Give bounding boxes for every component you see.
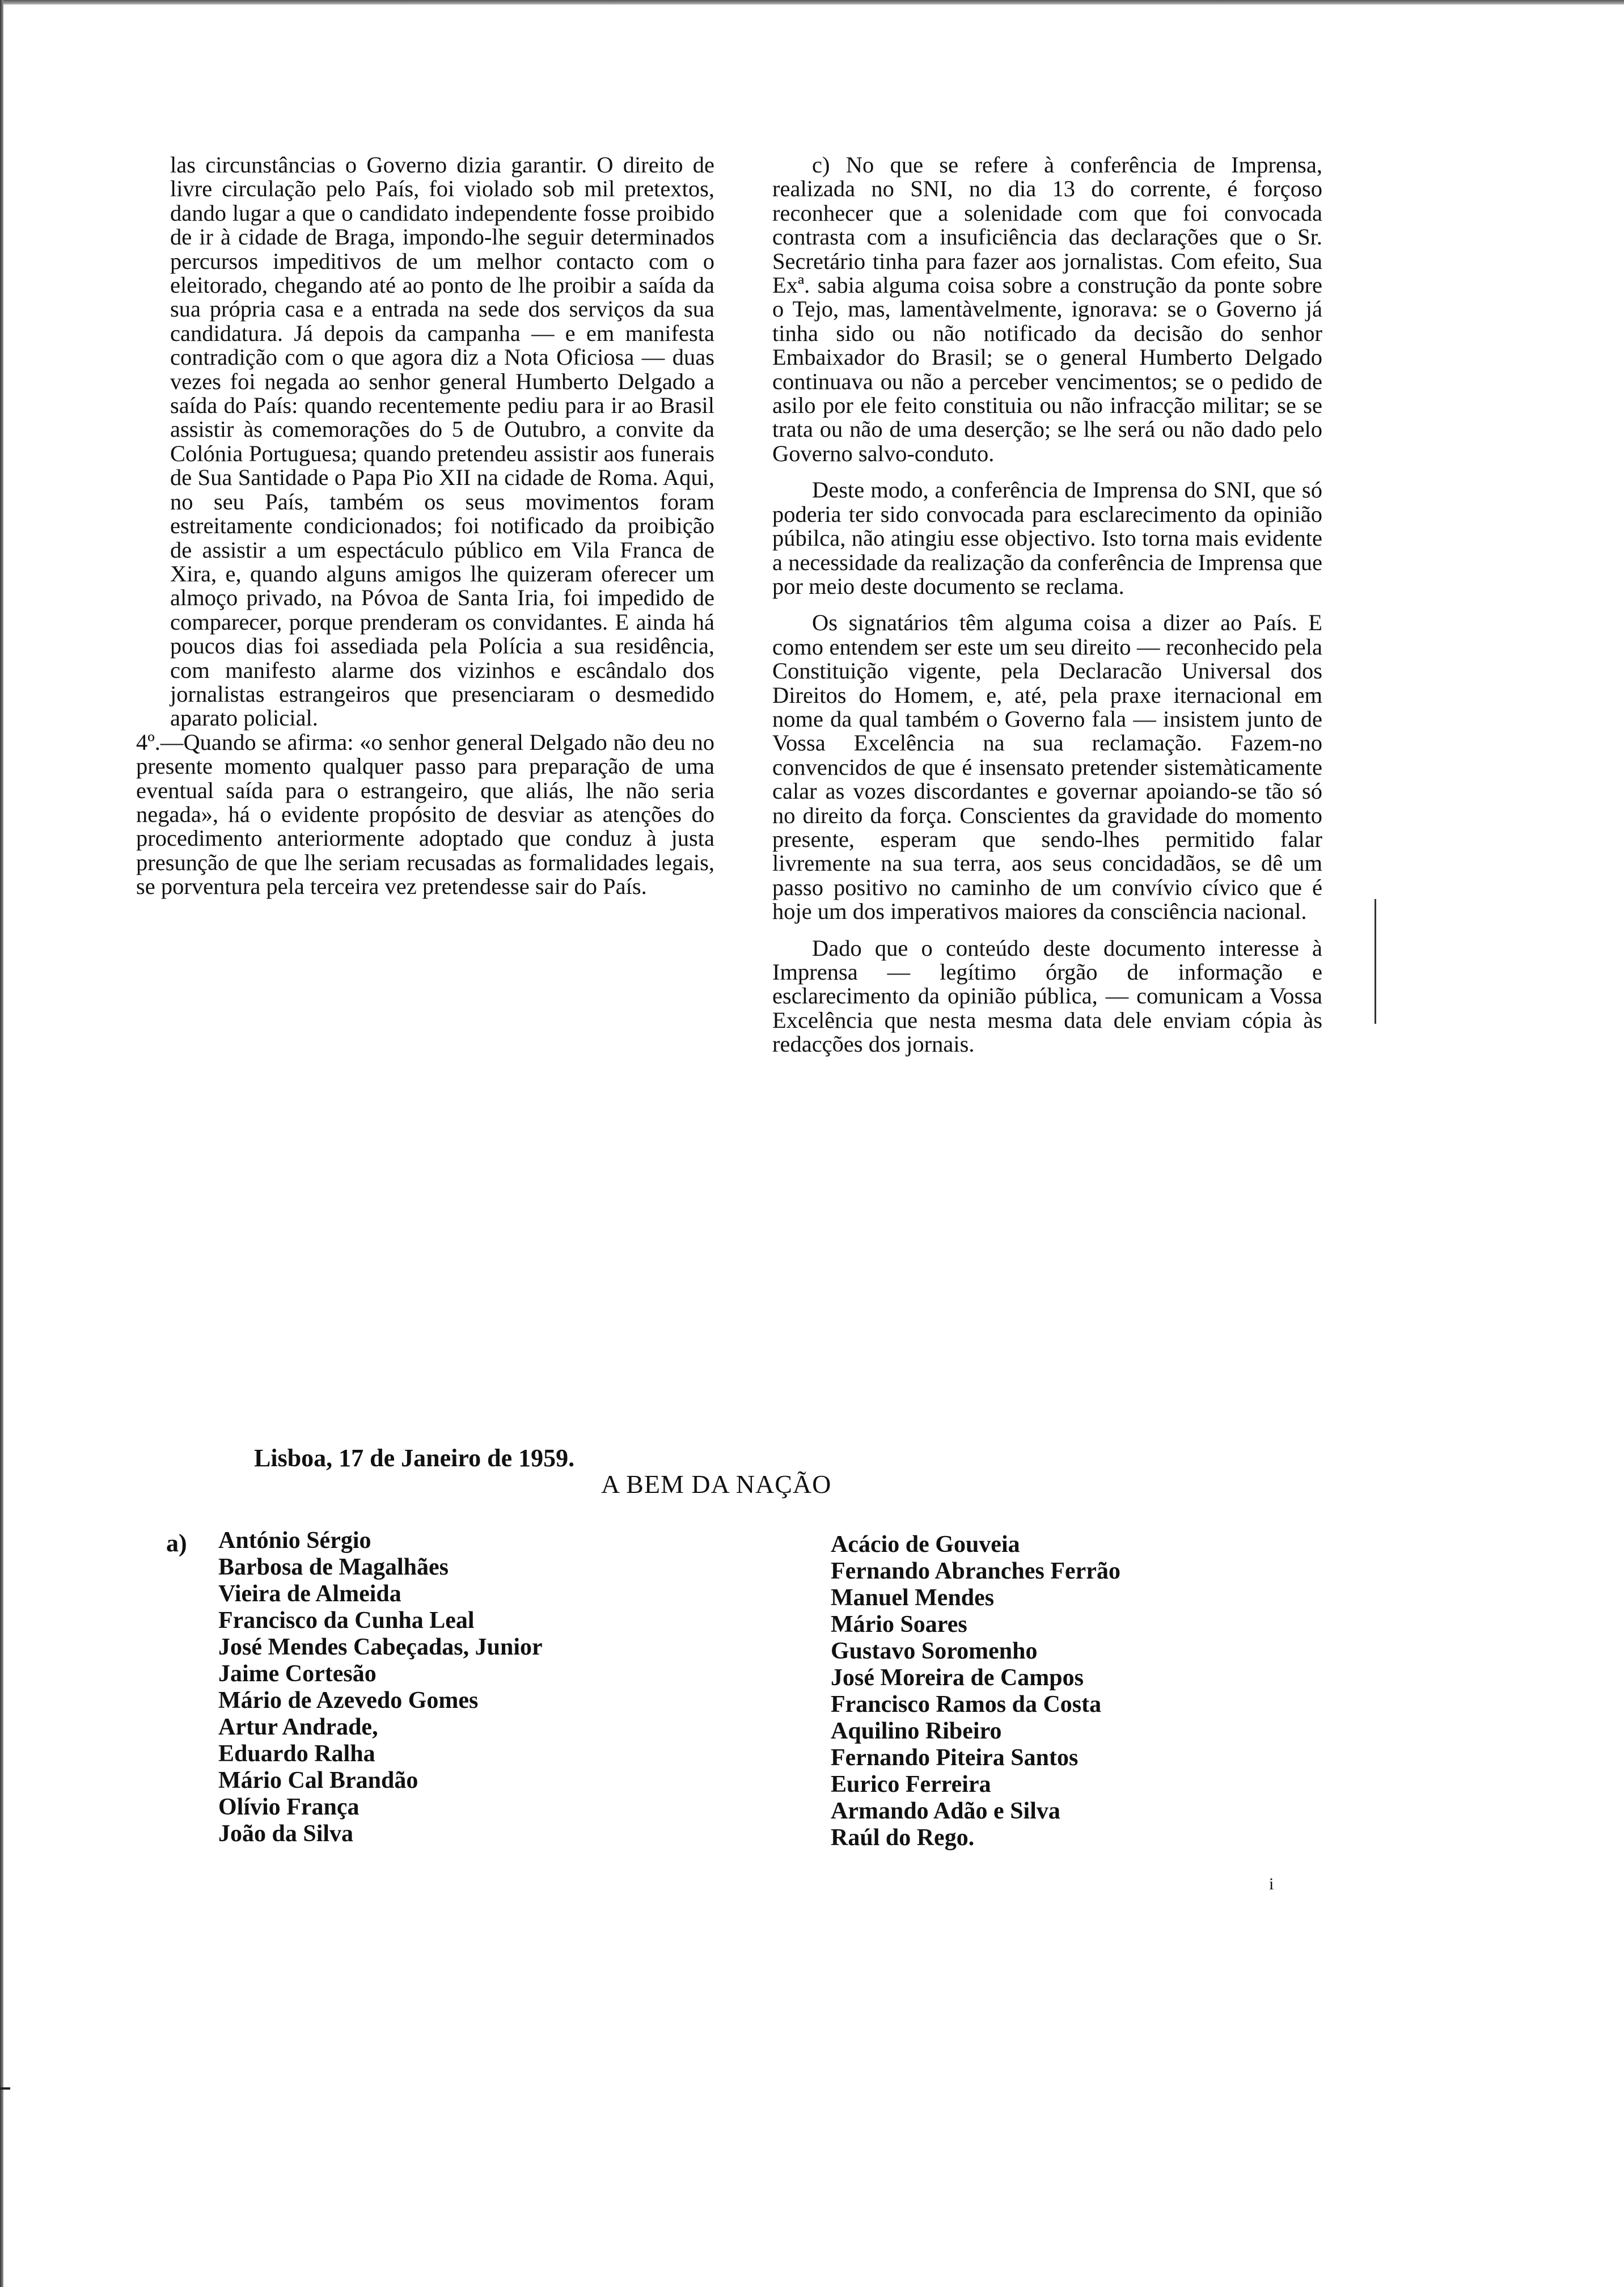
edge-tick-mark (0, 2087, 10, 2090)
signature: Francisco Ramos da Costa (831, 1691, 1102, 1718)
signature: Armando Adão e Silva (831, 1798, 1060, 1824)
right-paragraph-2: Deste modo, a conferência de Imprensa do SNI, que só poderia ter sido convocada para esclarecimento da opinião púbilca, não atingiu esse objectivo. Isto torna mais evidente a necessidade da realização da conferência de Imprensa que por meio deste documento se reclama. (772, 477, 1322, 599)
signatures-right-list (831, 1531, 1120, 1851)
signature: Fernando Abranches Ferrão (831, 1558, 1120, 1584)
signatures-left-list (218, 1528, 543, 1847)
signature: Barbosa de Magalhães (218, 1554, 449, 1580)
right-paragraph-4: Dado que o conteúdo deste documento interesse à Imprensa — legítimo órgão de informação e esclarecimento da opinião pública, — comunicam a Vossa Excelência que nesta mesma data dele enviam cópia às redacções dos jornais. (772, 935, 1322, 1057)
signature: Acácio de Gouveia (831, 1531, 1020, 1558)
signature: Aquilino Ribeiro (831, 1718, 1002, 1744)
signature: José Mendes Cabeçadas, Junior (218, 1634, 543, 1660)
page-mark: i (1269, 1875, 1274, 1893)
left-paragraph: las circunstâncias o Governo dizia garantir. O direito de livre circulação pelo País, foi violado sob mil pretextos, dando lugar a que o candidato independente fosse proibido de ir à cidade de Braga, impondo-lhe seguir determinados percursos impeditivos de um melhor contacto com o eleitorado, chegando até ao ponto de lhe proibir a saída da sua própria casa e a entrada na sede dos serviços da sua candidatura. Já depois da campanha — e em manifesta contradição com o que agora diz a Nota Oficiosa — duas vezes foi negada ao senhor general Humberto Delgado a saída do País: quando recentemente pediu para ir ao Brasil assistir às comemorações do 5 de Outubro, a convite da Colónia Portuguesa; quando pretendeu assistir aos funerais de Sua Santidade o Papa Pio XII na cidade de Roma. Aqui, no seu País, também os seus movimentos foram estreitamente condicionados; foi notificado da proibição de assistir a um espectáculo público em Vila Franca de Xira, e, quando alguns amigos lhe quizeram oferecer um almoço privado, na Póvoa de Santa Iria, foi impedido de comparecer, porque prenderam os convidantes. E ainda há poucos dias foi assediada pela Polícia a sua residência, com manifesto alarme dos vizinhos e escândalo dos jornalistas estrangeiros que presenciaram o desmedido aparato policial. (170, 152, 714, 731)
item-4 (136, 731, 714, 899)
item-4-number: 4º.— (136, 729, 184, 755)
signatures-label: a) (166, 1529, 187, 1557)
signature: Jaime Cortesão (218, 1661, 377, 1687)
signature: Mário Soares (831, 1611, 967, 1638)
signature: Mário de Azevedo Gomes (218, 1687, 479, 1714)
right-paragraph-c: c) No que se refere à conferência de Imprensa, realizada no SNI, no dia 13 do corrente, é forçoso reconhecer que a solenidade com que foi convocada contrasta com a insuficiência das declarações que o Sr. Secretário tinha para fazer aos jornalistas. Com efeito, Sua Exª. sabia alguma coisa sobre a construção da ponte sobre o Tejo, mas, lamentàvelmente, ignorava: se o Governo já tinha sido ou não notificado da decisão do senhor Embaixador do Brasil; se o general Humberto Delgado continuava ou não a perceber vencimentos; se o pedido de asilo por ele feito constituia ou não infracção militar; se se trata ou não de uma deserção; se lhe será ou não dado pelo Governo salvo-conduto. (772, 152, 1322, 466)
dateline: Lisboa, 17 de Janeiro de 1959. (254, 1444, 575, 1472)
signature: José Moreira de Campos (831, 1665, 1084, 1691)
closing-motto: A BEM DA NAÇÃO (601, 1470, 832, 1499)
signature: António Sérgio (218, 1528, 371, 1554)
signature: Vieira de Almeida (218, 1581, 401, 1607)
margin-bracket-mark (1375, 899, 1378, 1024)
signature: João da Silva (218, 1821, 354, 1847)
signature: Fernando Piteira Santos (831, 1745, 1079, 1771)
signature: Francisco da Cunha Leal (218, 1607, 475, 1634)
page-top-edge (0, 0, 1624, 5)
item-4-text: Quando se afirma: «o senhor general Delgado não deu no presente momento qualquer passo para preparação de uma eventual saída para o estrangeiro, que aliás, lhe não seria negada», há o evidente propósito de desviar as atenções do procedimento anteriormente adoptado que conduz à justa presunção de que lhe seriam recusadas as formalidades legais, se porventura pela terceira vez pretendesse sair do País. (136, 729, 714, 900)
signature: Olívio França (218, 1794, 360, 1820)
signature: Manuel Mendes (831, 1585, 995, 1611)
signature: Raúl do Rego. (831, 1825, 975, 1851)
left-column (136, 152, 714, 900)
signature: Mário Cal Brandão (218, 1767, 418, 1794)
page-left-edge (0, 0, 3, 2287)
right-column (772, 153, 1322, 1057)
signature: Gustavo Soromenho (831, 1638, 1038, 1664)
signature: Eurico Ferreira (831, 1771, 991, 1797)
right-paragraph-3: Os signatários têm alguma coisa a dizer ao País. E como entendem ser este um seu direito — reconhecido pela Constituição vigente, pela Declaracão Universal dos Direitos do Homem, e, até, pela praxe iternacional em nome da qual também o Governo fala — insistem junto de Vossa Excelência na sua reclamação. Fazem-no convencidos de que é insensato pretender sistemàticamente calar as vozes discordantes e governar apoiando-se tão só no direito da força. Conscientes da gravidade do momento presente, esperam que sendo-lhes permitido falar livremente na sua terra, aos seus concidadãos, se dê um passo positivo no caminho de um convívio cívico que é hoje um dos imperativos maiores da consciência nacional. (772, 610, 1322, 925)
signature: Artur Andrade, (218, 1714, 378, 1740)
signature: Eduardo Ralha (218, 1741, 375, 1767)
